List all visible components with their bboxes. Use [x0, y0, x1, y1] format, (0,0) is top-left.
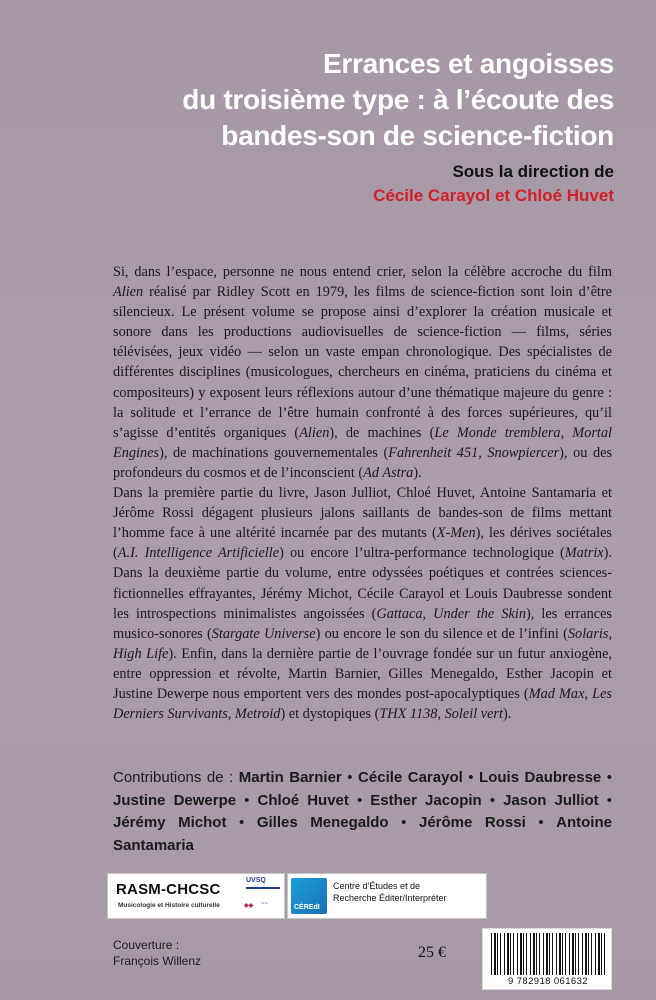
film-title: THX 1138: [379, 706, 438, 723]
bullet-separator: •: [226, 814, 257, 831]
rasm-chcsc-logo: [107, 873, 285, 919]
film-title: X-Men: [436, 525, 476, 542]
film-title: Mad Max: [528, 685, 585, 702]
blurb-text: ), les dérives sociétales (: [113, 525, 612, 562]
ceredi-mark-icon: [291, 878, 327, 914]
bullet-separator: •: [341, 769, 359, 786]
partner-logo-icon-2: ~~: [261, 901, 269, 907]
uvsq-logo: UVSQ: [246, 877, 266, 884]
blurb-text: ), de machines (: [329, 424, 435, 441]
blurb-text: ,: [584, 685, 593, 702]
editors-names: Cécile Carayol et Chloé Huvet: [373, 186, 614, 205]
blurb-text: ,: [422, 605, 434, 622]
blurb-text: ,: [608, 625, 613, 642]
cover-credit: [113, 937, 201, 969]
contributor-name: Jérémy Michot: [113, 814, 227, 831]
bullet-separator: •: [236, 791, 258, 809]
blurb-text: ,: [478, 444, 488, 461]
blurb-text: ), ou des profondeurs du cosmos et de l’inconscient (: [113, 444, 613, 481]
contributor-name: Justine Dewerpe: [113, 791, 237, 809]
blurb-paragraph-1: [113, 262, 612, 483]
barcode-bars: [491, 933, 605, 975]
film-title: Stargate Universe: [211, 625, 316, 642]
blurb-text: ), de machinations gouvernementales (: [159, 444, 389, 461]
ceredi-line: Recherche Éditer/Interpréter: [333, 892, 447, 903]
contributor-name: Jason Julliot: [503, 791, 599, 809]
bullet-separator: •: [601, 769, 613, 786]
direction-label: Sous la direction de: [452, 162, 614, 181]
blurb-text: réalisé par Ridley Scott en 1979, les films de science-fiction sont loin d’être silencieux. Le présent volume se propose ainsi d’explorer la création musicale et sonore dans les productions audiovisuelles de science-fiction — films, séries télévisées, jeux vidéo — selon un vaste empan chronologique. Des spécialistes de différentes disciplines (musicologues, chercheurs en cinéma, praticiens du cinéma et compositeurs) y exposent leurs réflexions autour d’une thématique majeure du genre : la solitude et l’errance de l’être humain confronté à des forces supérieures, qu’il s’agisse d’entités organiques (: [113, 284, 612, 441]
rasm-logo-subtitle: Musicologie et Histoire culturelle: [118, 902, 220, 909]
contributor-name: Jérôme Rossi: [418, 814, 526, 831]
film-title: Snowpiercer: [487, 444, 560, 461]
film-title: Matrix: [564, 545, 604, 562]
blurb-text: Dans la première partie du livre, Jason Julliot, Chloé Huvet, Antoine Santamaria et Jérôme Rossi dégagent plusieurs jalons saillants de bandes-son de films mettant l’homme face à une altérité incarnée par des mutants (: [113, 485, 612, 542]
bullet-separator: •: [598, 791, 612, 809]
film-title: Alien: [299, 424, 330, 441]
contributor-name: Esther Jacopin: [370, 791, 482, 809]
cover-credit-label: Couverture :: [113, 938, 180, 952]
bullet-separator: •: [525, 814, 557, 831]
cover-credit-name: François Willenz: [113, 954, 202, 968]
blurb-text: ) ou encore le son du silence et de l’infini (: [315, 625, 568, 642]
blurb-text: ) ou encore l’ultra-performance technologique (: [279, 545, 565, 562]
film-title: Mortal Engines: [113, 424, 613, 461]
film-title: Fahrenheit 451: [388, 444, 479, 461]
contributor-name: Cécile Carayol: [358, 769, 463, 786]
blurb-text: ) et dystopiques (: [280, 706, 380, 723]
contributor-name: Chloé Huvet: [257, 791, 349, 809]
uvsq-logo-bar: [246, 887, 280, 889]
film-title: Soleil vert: [444, 706, 503, 723]
title-line: Errances et angoisses: [323, 48, 614, 79]
film-title: Gattaca: [376, 605, 423, 622]
ceredi-mark-text: CÉREdI: [294, 904, 320, 911]
contributor-name: Antoine Santamaria: [113, 814, 612, 854]
film-title: Les Derniers Survivants: [113, 685, 612, 723]
film-title: Ad Astra: [363, 464, 414, 481]
film-title: Solaris: [567, 625, 609, 642]
blurb-text: ,: [560, 424, 573, 441]
blurb-text: ).: [502, 706, 512, 723]
rasm-logo-title: RASM-CHCSC: [116, 881, 221, 898]
book-title: [54, 46, 614, 154]
partner-logo-icon: ◆◆: [244, 903, 254, 909]
bullet-separator: •: [388, 814, 419, 831]
ceredi-name: [333, 881, 447, 904]
blurb-text: ,: [227, 706, 235, 723]
isbn-number: 9 782918 061632: [508, 976, 588, 987]
blurb-paragraph-2: [113, 483, 612, 724]
bullet-separator: •: [481, 791, 504, 809]
blurb-text: ), les errances musico-sonores (: [113, 605, 612, 642]
film-title: Metroid: [234, 706, 281, 723]
isbn-barcode: [482, 928, 612, 990]
price: 25 €: [418, 944, 446, 961]
ceredi-line: Centre d’Études et de: [333, 881, 421, 891]
film-title: Alien: [113, 284, 144, 301]
film-title: High Life: [113, 645, 169, 662]
blurb: [113, 262, 612, 724]
bullet-separator: •: [348, 791, 371, 809]
film-title: A.I. Intelligence Artificielle: [117, 545, 280, 562]
blurb-text: ). Dans la deuxième partie du volume, entre odyssées poétiques et contrées sciences-fictionnelles effrayantes, Jérémy Michot, Cécile Carayol et Louis Daubresse sondent les introspections minimalistes angoissées (: [113, 545, 612, 622]
blurb-text: ,: [437, 706, 445, 723]
ceredi-logo: [287, 873, 487, 919]
contributor-name: Louis Daubresse: [479, 769, 602, 786]
contributions-label: Contributions de :: [113, 769, 239, 786]
editors-block: [373, 160, 614, 208]
blurb-text: ).: [413, 464, 422, 481]
bullet-separator: •: [462, 769, 480, 786]
film-title: Under the Skin: [433, 605, 526, 622]
title-line: du troisième type : à l’écoute des: [182, 84, 614, 115]
contributor-name: Martin Barnier: [238, 769, 342, 786]
contributor-name: Gilles Menegaldo: [256, 814, 389, 831]
film-title: Le Monde tremblera: [434, 424, 561, 441]
blurb-text: ). Enfin, dans la dernière partie de l’ouvrage fondée sur un futur anxiogène, entre oppression et révolte, Martin Barnier, Gilles Menegaldo, Esther Jacopin et Justine Dewerpe nous emportent vers des mondes post-apocalyptiques (: [113, 645, 612, 702]
title-line: bandes-son de science-fiction: [221, 120, 614, 151]
contributors-list: [113, 767, 612, 857]
blurb-text: Si, dans l’espace, personne ne nous entend crier, selon la célèbre accroche du film: [113, 264, 612, 280]
